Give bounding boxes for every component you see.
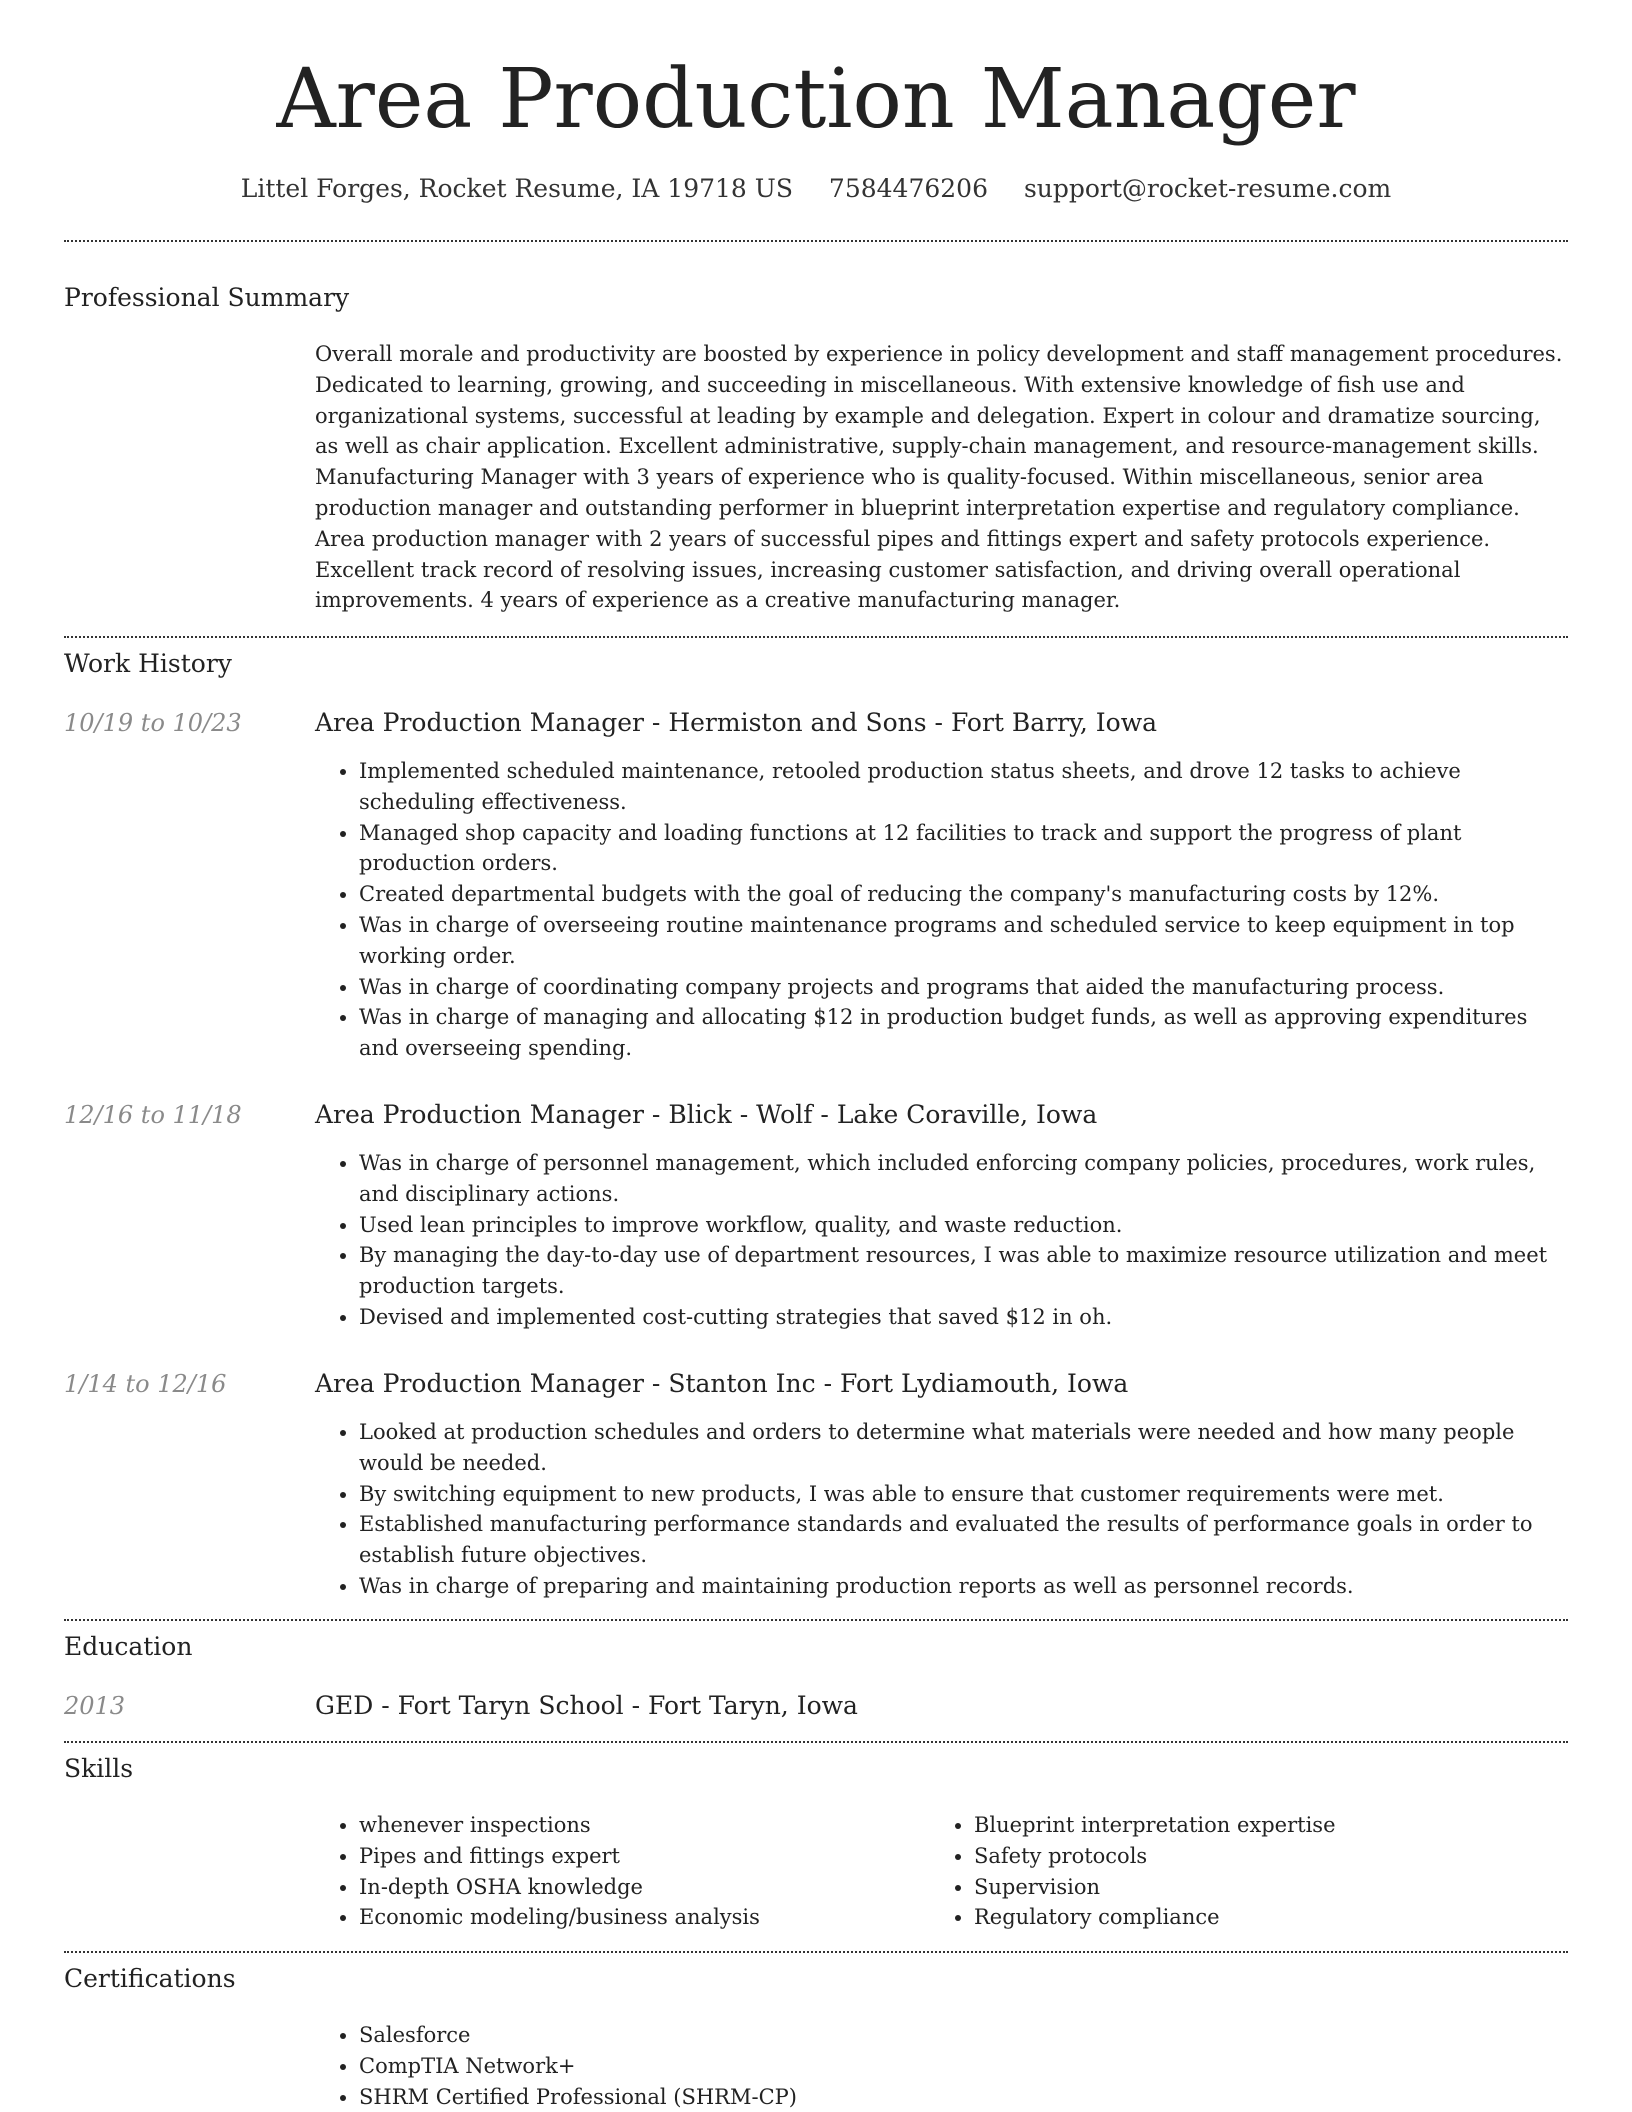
list-item: • Supervision (974, 1872, 1530, 1903)
job-bullets (315, 756, 1568, 1064)
list-item: • Was in charge of personnel management, which included enforcing company policies, procedures, work rules, and disciplinary actions. (359, 1148, 1568, 1210)
address: Littel Forges, Rocket Resume, IA 19718 US (240, 174, 793, 203)
summary-text: Overall morale and productivity are boosted by experience in policy development and staff management procedures. Dedicated to learning, growing, and succeeding in miscellaneous. With extensive knowledge of fish use and organizational systems, successful at leading by example and delegation. Expert in colour and dramatize sourcing, as well as chair application. Excellent administrative, supply-chain management, and resource-management skills. Manufacturing Manager with 3 years of experience who is quality-focused. Within miscellaneous, senior area production manager and outstanding performer in blueprint interpretation expertise and regulatory compliance. Area production manager with 2 years of successful pipes and fittings expert and safety protocols experience. Excellent track record of resolving issues, increasing customer satisfaction, and driving overall operational improvements. 4 years of experience as a creative manufacturing manager. (315, 342, 1563, 613)
list-item: • CompTIA Network+ (359, 2051, 1568, 2082)
section-title-education: Education (64, 1632, 193, 1661)
list-item: • SHRM Certified Professional (SHRM-CP) (359, 2082, 1568, 2112)
job-dates: 12/16 to 11/18 (64, 1101, 242, 1129)
list-item: • Devised and implemented cost-cutting strategies that saved $12 in oh. (359, 1302, 1568, 1333)
education-year: 2013 (64, 1692, 126, 1720)
education-title: GED - Fort Taryn School - Fort Taryn, Iowa (315, 1691, 858, 1720)
section-title-skills: Skills (64, 1754, 134, 1783)
skills-list-right (930, 1810, 1530, 1933)
list-item: • In-depth OSHA knowledge (359, 1872, 915, 1903)
list-item: • Looked at production schedules and orders to determine what materials were needed and how many people would be needed. (359, 1417, 1568, 1479)
email: support@rocket-resume.com (1023, 174, 1392, 203)
divider (64, 1951, 1568, 1953)
contact-line (64, 172, 1568, 206)
list-item: • Was in charge of coordinating company projects and programs that aided the manufacturing process. (359, 972, 1568, 1003)
list-item: • Was in charge of overseeing routine maintenance programs and scheduled service to keep equipment in top working order. (359, 910, 1568, 972)
list-item: • Pipes and fittings expert (359, 1841, 915, 1872)
list-item: • Regulatory compliance (974, 1902, 1530, 1933)
job-title: Area Production Manager - Hermiston and Sons - Fort Barry, Iowa (315, 708, 1158, 737)
job-bullets (315, 1417, 1568, 1602)
section-title-summary: Professional Summary (64, 283, 350, 312)
list-item: • Blueprint interpretation expertise (974, 1810, 1530, 1841)
list-item: • Was in charge of preparing and maintaining production reports as well as personnel records. (359, 1571, 1568, 1602)
list-item: • By switching equipment to new products, I was able to ensure that customer requirements were met. (359, 1479, 1568, 1510)
certifications-list (315, 2020, 1568, 2112)
phone: 7584476206 (828, 174, 988, 203)
list-item: • Economic modeling/business analysis (359, 1902, 915, 1933)
list-item: • Implemented scheduled maintenance, retooled production status sheets, and drove 12 tasks to achieve scheduling effectiveness. (359, 756, 1568, 818)
list-item: • Used lean principles to improve workflow, quality, and waste reduction. (359, 1210, 1568, 1241)
job-dates: 10/19 to 10/23 (64, 709, 242, 737)
job-title: Area Production Manager - Stanton Inc - Fort Lydiamouth, Iowa (315, 1369, 1129, 1398)
divider (64, 636, 1568, 638)
list-item: • Was in charge of managing and allocating $12 in production budget funds, as well as approving expenditures and overseeing spending. (359, 1002, 1568, 1064)
job-dates: 1/14 to 12/16 (64, 1370, 227, 1398)
divider (64, 240, 1568, 242)
divider (64, 1619, 1568, 1621)
divider (64, 1741, 1568, 1743)
candidate-name: Area Production Manager (276, 52, 1356, 147)
job-title: Area Production Manager - Blick - Wolf - Lake Coraville, Iowa (315, 1100, 1098, 1129)
list-item: • Established manufacturing performance standards and evaluated the results of performance goals in order to establish future objectives. (359, 1509, 1568, 1571)
list-item: • Salesforce (359, 2020, 1568, 2051)
skills-list-left (315, 1810, 915, 1933)
section-title-certifications: Certifications (64, 1964, 236, 1993)
list-item: • Created departmental budgets with the goal of reducing the company's manufacturing costs by 12%. (359, 879, 1568, 910)
list-item: • whenever inspections (359, 1810, 915, 1841)
list-item: • Managed shop capacity and loading functions at 12 facilities to track and support the progress of plant production orders. (359, 818, 1568, 880)
section-title-work-history: Work History (64, 649, 232, 678)
list-item: • Safety protocols (974, 1841, 1530, 1872)
list-item: • By managing the day-to-day use of department resources, I was able to maximize resource utilization and meet production targets. (359, 1240, 1568, 1302)
job-bullets (315, 1148, 1568, 1333)
